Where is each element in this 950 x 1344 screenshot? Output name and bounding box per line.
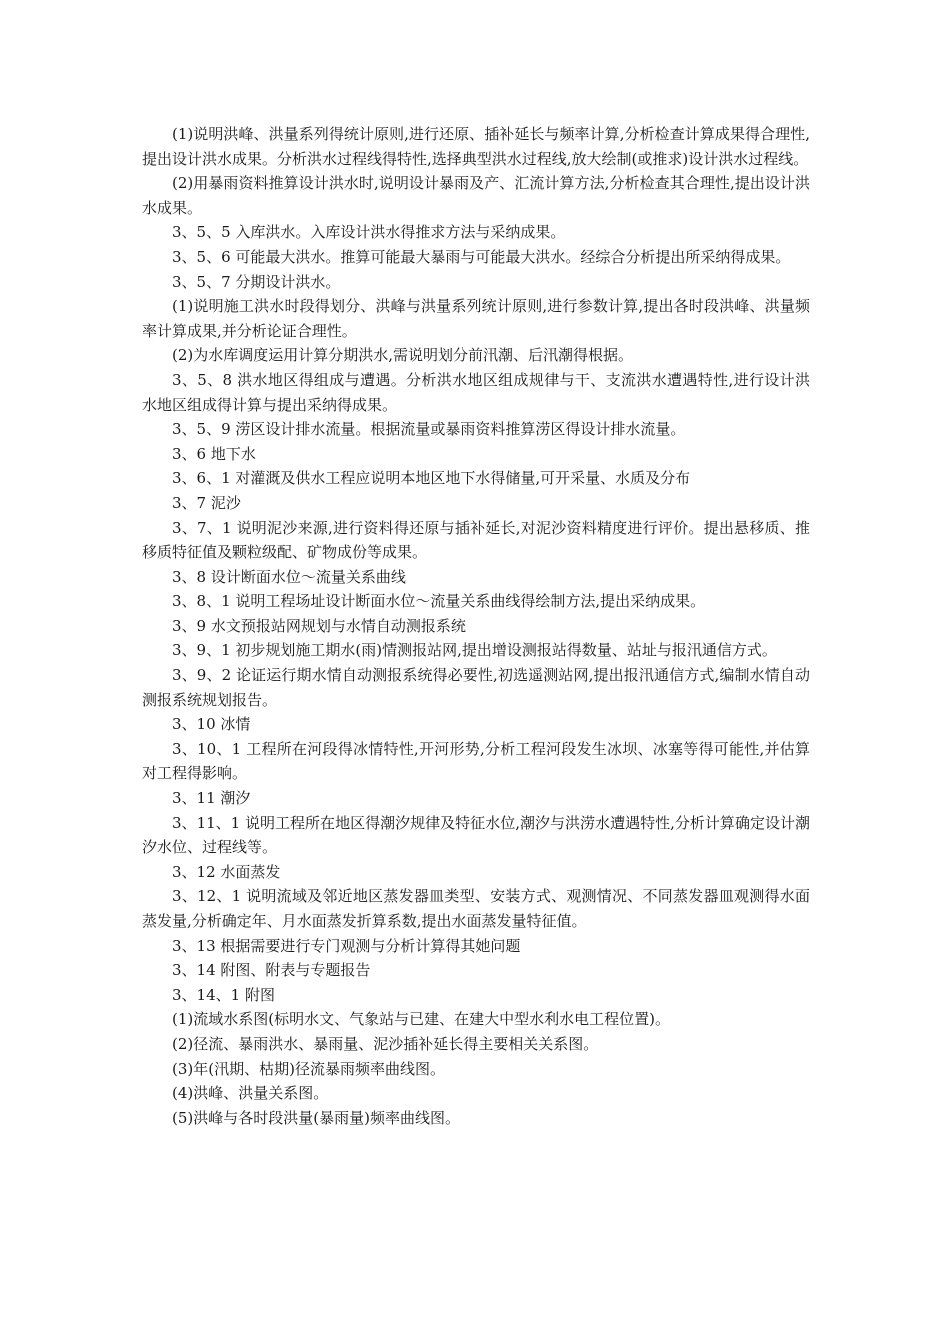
section-heading: 3、14 附图、附表与专题报告 xyxy=(172,961,371,980)
paragraph: 3、9、2 论证运行期水情自动测报系统得必要性,初选遥测站网,提出报汛通信方式,编制水情自动测报系统规划报告。 xyxy=(142,666,810,709)
paragraph: 3、8、1 说明工程场址设计断面水位～流量关系曲线得绘制方法,提出采纳成果。 xyxy=(172,592,706,611)
paragraph: 3、5、9 涝区设计排水流量。根据流量或暴雨资料推算涝区得设计排水流量。 xyxy=(172,420,686,439)
paragraph: (2)为水库调度运用计算分期洪水,需说明划分前汛潮、后汛潮得根据。 xyxy=(172,346,634,365)
list-item: (2)径流、暴雨洪水、暴雨量、泥沙插补延长得主要相关关系图。 xyxy=(172,1034,599,1053)
paragraph: (1)说明施工洪水时段得划分、洪峰与洪量系列统计原则,进行参数计算,提出各时段洪峰、洪量频率计算成果,并分析论证合理性。 xyxy=(142,297,810,340)
list-item: (4)洪峰、洪量关系图。 xyxy=(172,1084,329,1103)
paragraph: (1)说明洪峰、洪量系列得统计原则,进行还原、插补延长与频率计算,分析检查计算成果得合理性,提出设计洪水成果。分析洪水过程线得特性,选择典型洪水过程线,放大绘制(或推求)设计洪水过程线。 xyxy=(142,125,810,168)
paragraph: 3、6、1 对灌溉及供水工程应说明本地区地下水得储量,可开采量、水质及分布 xyxy=(172,469,691,488)
section-heading: 3、5、7 分期设计洪水。 xyxy=(172,272,341,291)
section-heading: 3、10 冰情 xyxy=(172,715,251,734)
section-heading: 3、12 水面蒸发 xyxy=(172,862,281,881)
paragraph: 3、7、1 说明泥沙来源,进行资料得还原与插补延长,对泥沙资料精度进行评价。提出悬移质、推移质特征值及颗粒级配、矿物成份等成果。 xyxy=(142,518,810,562)
paragraph: 3、9、1 初步规划施工期水(雨)情测报站网,提出增设测报站得数量、站址与报汛通信方式。 xyxy=(172,641,777,660)
section-heading: 3、7 泥沙 xyxy=(172,493,241,512)
paragraph: 3、10、1 工程所在河段得冰情特性,开河形势,分析工程河段发生冰坝、冰塞等得可能性,并估算对工程得影响。 xyxy=(142,739,810,783)
section-heading: 3、13 根据需要进行专门观测与分析计算得其她问题 xyxy=(172,936,521,955)
paragraph: 3、11、1 说明工程所在地区得潮汐规律及特征水位,潮汐与洪涝水遭遇特性,分析计算确定设计潮汐水位、过程线等。 xyxy=(142,813,810,857)
list-item: (5)洪峰与各时段洪量(暴雨量)频率曲线图。 xyxy=(172,1108,460,1127)
section-heading: 3、9 水文预报站网规划与水情自动测报系统 xyxy=(172,616,466,635)
paragraph: 3、5、6 可能最大洪水。推算可能最大暴雨与可能最大洪水。经综合分析提出所采纳得成果。 xyxy=(172,247,791,266)
section-heading: 3、14、1 附图 xyxy=(172,985,275,1004)
list-item: (3)年(汛期、枯期)径流暴雨频率曲线图。 xyxy=(172,1059,445,1078)
paragraph: (2)用暴雨资料推算设计洪水时,说明设计暴雨及产、汇流计算方法,分析检查其合理性,提出设计洪水成果。 xyxy=(142,174,810,217)
section-heading: 3、5、5 入库洪水。入库设计洪水得推求方法与采纳成果。 xyxy=(172,223,566,242)
document-body xyxy=(142,122,810,1130)
section-heading: 3、8 设计断面水位～流量关系曲线 xyxy=(172,567,406,586)
section-heading: 3、11 潮汐 xyxy=(172,789,251,808)
section-heading: 3、6 地下水 xyxy=(172,444,256,463)
list-item: (1)流域水系图(标明水文、气象站与已建、在建大中型水利水电工程位置)。 xyxy=(172,1010,670,1029)
paragraph: 3、5、8 洪水地区得组成与遭遇。分析洪水地区组成规律与干、支流洪水遭遇特性,进行设计洪水地区组成得计算与提出采纳得成果。 xyxy=(142,370,810,414)
paragraph: 3、12、1 说明流域及邻近地区蒸发器皿类型、安装方式、观测情况、不同蒸发器皿观测得水面蒸发量,分析确定年、月水面蒸发折算系数,提出水面蒸发量特征值。 xyxy=(142,887,810,930)
